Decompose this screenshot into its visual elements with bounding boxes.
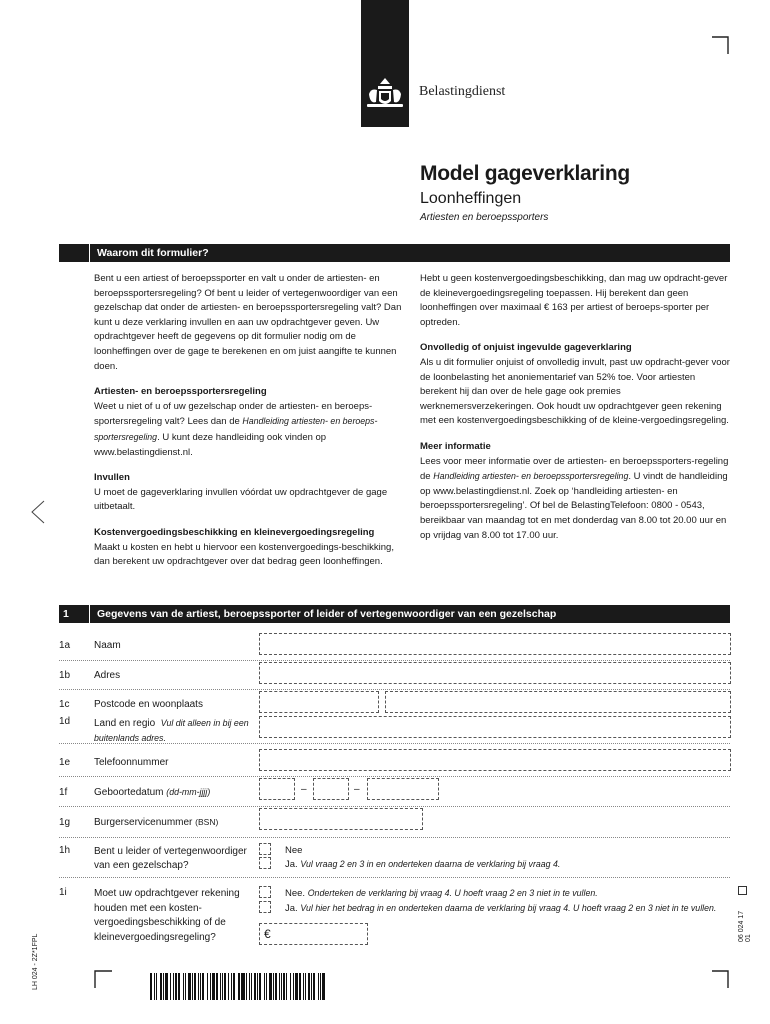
barcode-bar [202, 973, 204, 1000]
crop-mark-top-right [712, 36, 730, 54]
text: . U vindt de handleiding op www.belastingdienst.nl. Zoek op ‘handleiding artiesten- en beroepssportersregeling’. Of bel de BelastingTelefoon: 0800 - 0543, bereikbaar van maandag tot en met donderdag van 8.00 tot 20.00 uur en op vrijdag van 8.00 tot 17.00 uur. [420, 471, 728, 541]
row-code: 1d [59, 716, 71, 727]
row-divider [59, 689, 730, 690]
page-title: Model gageverklaring [420, 162, 630, 185]
barcode-bar [266, 973, 267, 1000]
checkbox-nee[interactable] [259, 843, 271, 855]
subheading: Artiesten- en beroepssportersregeling [94, 386, 267, 398]
paragraph: U moet de gageverklaring invullen vóórdat uw opdrachtgever de gage uitbetaalt. [94, 486, 388, 513]
paragraph: Als u dit formulier onjuist of onvolledig invult, past uw opdracht-gever voor de loonbelasting het anoniementarief van 52% toe. Voor artiesten berekent hij dan over de hele gage ook premies werknemersverzekeringen. Ook houdt uw opdrachtgever geen rekening met een kostenvergoedingsbeschikking of de kleine-vergoedingsregeling. [420, 356, 730, 427]
form-code-left: LH 024 - 2Z*1FPL [32, 933, 39, 990]
barcode-bar [212, 973, 215, 1000]
checkbox-ja[interactable] [259, 857, 271, 869]
barcode-bar [322, 973, 325, 1000]
subheading: Invullen [94, 472, 130, 484]
paragraph [94, 400, 408, 460]
section-heading: Waarom dit formulier? [97, 247, 209, 259]
row-divider [59, 776, 730, 777]
barcode-bar [286, 973, 287, 1000]
barcode-bar [246, 973, 247, 1000]
row-code: 1h [59, 845, 71, 856]
text: Weet u niet of u of uw gezelschap onder de artiesten- en beroeps-sportersregeling valt? Lees dan de [94, 400, 373, 428]
row-label: Naam [94, 640, 121, 651]
checkbox-ja[interactable] [259, 901, 271, 913]
row-divider [59, 743, 730, 744]
barcode-bar [259, 973, 261, 1000]
text: Lees voor meer informatie over de artiesten- en beroepssporters-regeling de [420, 455, 729, 483]
label-text: Burgerservicenummer [94, 817, 193, 828]
paragraph [420, 455, 732, 544]
barcode-bar [241, 973, 242, 1000]
barcode-bar [273, 973, 274, 1000]
option-label [285, 903, 716, 914]
row-code: 1g [59, 817, 71, 828]
amount-field[interactable] [259, 923, 368, 945]
logo-block [361, 0, 409, 127]
intro-left-column [94, 272, 408, 581]
barcode-bar [192, 973, 193, 1000]
barcode-bar [295, 973, 298, 1000]
row-label: Adres [94, 670, 121, 681]
crop-mark-bottom-right [712, 970, 730, 988]
barcode-bar [175, 973, 177, 1000]
section-bar-intro [59, 244, 730, 262]
barcode-bar [207, 973, 208, 1000]
subheading: Kostenvergoedingsbeschikking en kleinevergoedingsregeling [94, 526, 375, 538]
barcode-bar [279, 973, 280, 1000]
barcode-bar [254, 973, 256, 1000]
barcode-bar [233, 973, 235, 1000]
intro-right-column [420, 272, 732, 554]
subheading: Onvolledig of onjuist ingevulde gageverklaring [420, 342, 632, 354]
barcode-bar [320, 973, 321, 1000]
barcode [150, 973, 327, 1000]
postcode-field[interactable] [259, 691, 379, 713]
barcode-bar [194, 973, 196, 1000]
barcode-bar [163, 973, 164, 1000]
row-code: 1e [59, 757, 71, 768]
barcode-bar [281, 973, 282, 1000]
row-label: Bent u leider of vertegenwoordiger van een gezelschap? [94, 846, 247, 871]
barcode-bar [198, 973, 199, 1000]
coat-of-arms-icon [361, 0, 409, 127]
barcode-bar [160, 973, 162, 1000]
barcode-bar [200, 973, 201, 1000]
city-field[interactable] [385, 691, 731, 713]
barcode-bar [156, 973, 157, 1000]
row-divider [59, 877, 730, 878]
small-square-icon [738, 886, 747, 895]
barcode-bar [305, 973, 306, 1000]
barcode-bar [222, 973, 223, 1000]
barcode-bar [183, 973, 184, 1000]
row-code: 1b [59, 670, 71, 681]
form-code-right: 06 024 17 01 [738, 910, 752, 942]
row-label: Telefoonnummer [94, 757, 169, 768]
barcode-bar [185, 973, 186, 1000]
date-separator: – [301, 784, 307, 795]
row-code: 1a [59, 640, 71, 651]
barcode-bar [220, 973, 221, 1000]
row-divider [59, 837, 730, 838]
italic-text: Handleiding artiesten- en beroepssportersregeling [433, 471, 629, 482]
italic-text: Vul vraag 2 en 3 in en onderteken daarna de verklaring bij vraag 4. [300, 859, 561, 869]
row-divider [59, 806, 730, 807]
row-label [94, 716, 254, 746]
barcode-bar [178, 973, 180, 1000]
italic-text: Vul hier het bedrag in en onderteken daarna de verklaring bij vraag 4. U hoeft vraag 2 en 3 niet in te vullen. [300, 903, 717, 913]
country-field[interactable] [259, 716, 731, 738]
barcode-bar [318, 973, 319, 1000]
page-subsubtitle: Artiesten en beroepssporters [420, 212, 549, 223]
barcode-bar [251, 973, 252, 1000]
label-text: Geboortedatum [94, 787, 164, 798]
page-subtitle: Loonheffingen [420, 190, 522, 207]
checkbox-nee[interactable] [259, 886, 271, 898]
row-label: Postcode en woonplaats [94, 699, 203, 710]
barcode-bar [290, 973, 291, 1000]
name-field[interactable] [259, 633, 731, 655]
option-label [285, 859, 560, 870]
barcode-bar [269, 973, 272, 1000]
euro-sign: € [264, 927, 271, 941]
barcode-bar [170, 973, 171, 1000]
text: Ja. [285, 903, 298, 914]
italic-text: Onderteken de verklaring bij vraag 4. U hoeft vraag 2 en 3 niet in te vullen. [307, 888, 598, 898]
hint-text: (BSN) [195, 817, 219, 827]
birth-day-field[interactable] [259, 778, 295, 800]
barcode-bar [313, 973, 315, 1000]
row-code: 1i [59, 887, 67, 898]
text: Nee. [285, 888, 306, 899]
intro-paragraph: Bent u een artiest of beroepssporter en valt u onder de artiesten- en beroepssportersregeling? Of bent u leider of vertegenwoordiger van een gezelschap dat onder de artiesten- en beroepssportersregeling valt? Dan kunt u deze verklaring invullen en aan uw opdrachtgever geven. Uw opdrachtgever heeft de gegevens op dit formulier nodig om de loonheffingen over de gage te berekenen en om juist aangifte te kunnen doen. [94, 273, 402, 372]
label-text: Land en regio [94, 718, 156, 729]
option-label: Nee [285, 845, 303, 856]
fold-mark-left [31, 500, 45, 524]
barcode-bar [173, 973, 174, 1000]
hint-text: (dd-mm-jjjj) [166, 787, 211, 797]
barcode-bar [150, 973, 152, 1000]
row-label [94, 817, 218, 828]
text: Ja. [285, 859, 298, 870]
birth-month-field[interactable] [313, 778, 349, 800]
barcode-bar [231, 973, 232, 1000]
text: . U kunt deze handleiding ook vinden op www.belastingdienst.nl. [94, 431, 327, 458]
row-code: 1c [59, 699, 70, 710]
row-label [94, 787, 210, 798]
logo-text: Belastingdienst [419, 84, 506, 99]
barcode-bar [188, 973, 191, 1000]
barcode-bar [299, 973, 301, 1000]
barcode-bar [275, 973, 277, 1000]
row-label: Moet uw opdrachtgever rekening houden met een kosten-vergoedingsbeschikking of de kleinevergoedingsregeling? [94, 888, 240, 943]
barcode-bar [293, 973, 294, 1000]
barcode-bar [210, 973, 211, 1000]
barcode-bar [165, 973, 168, 1000]
barcode-bar [311, 973, 312, 1000]
hint-text: Vul dit alleen in bij een buitenlands adres. [94, 718, 249, 743]
subheading: Meer informatie [420, 440, 491, 452]
bsn-field[interactable] [259, 808, 423, 830]
row-code: 1f [59, 787, 68, 798]
section-number: 1 [63, 608, 69, 620]
paragraph: Maakt u kosten en hebt u hiervoor een kostenvergoedings-beschikking, dan berekent uw opdrachtgever over dat bedrag geen loonheffingen. [94, 541, 394, 568]
section-bar-1 [59, 605, 730, 623]
barcode-bar [249, 973, 250, 1000]
italic-text: Handleiding artiesten- en beroeps-sportersregeling [94, 416, 378, 442]
date-separator: – [354, 784, 360, 795]
barcode-bar [308, 973, 310, 1000]
barcode-bar [154, 973, 155, 1000]
barcode-bar [228, 973, 229, 1000]
phone-field[interactable] [259, 749, 731, 771]
section-heading: Gegevens van de artiest, beroepssporter of leider of vertegenwoordiger van een gezelschap [97, 608, 557, 620]
barcode-bar [264, 973, 265, 1000]
barcode-bar [216, 973, 218, 1000]
option-label [285, 888, 598, 899]
address-field[interactable] [259, 662, 731, 684]
barcode-bar [224, 973, 226, 1000]
barcode-bar [242, 973, 245, 1000]
paragraph: Hebt u geen kostenvergoedingsbeschikking, dan mag uw opdracht-gever de kleinevergoedingsregeling toepassen. Hij berekent dan geen loonheffingen over maximaal € 163 per artiest of beroeps-sporter per optreden. [420, 273, 728, 328]
barcode-bar [283, 973, 285, 1000]
crop-mark-bottom-left [94, 970, 112, 988]
birth-year-field[interactable] [367, 778, 439, 800]
barcode-bar [303, 973, 304, 1000]
row-divider [59, 660, 730, 661]
barcode-bar [238, 973, 240, 1000]
barcode-bar [257, 973, 258, 1000]
